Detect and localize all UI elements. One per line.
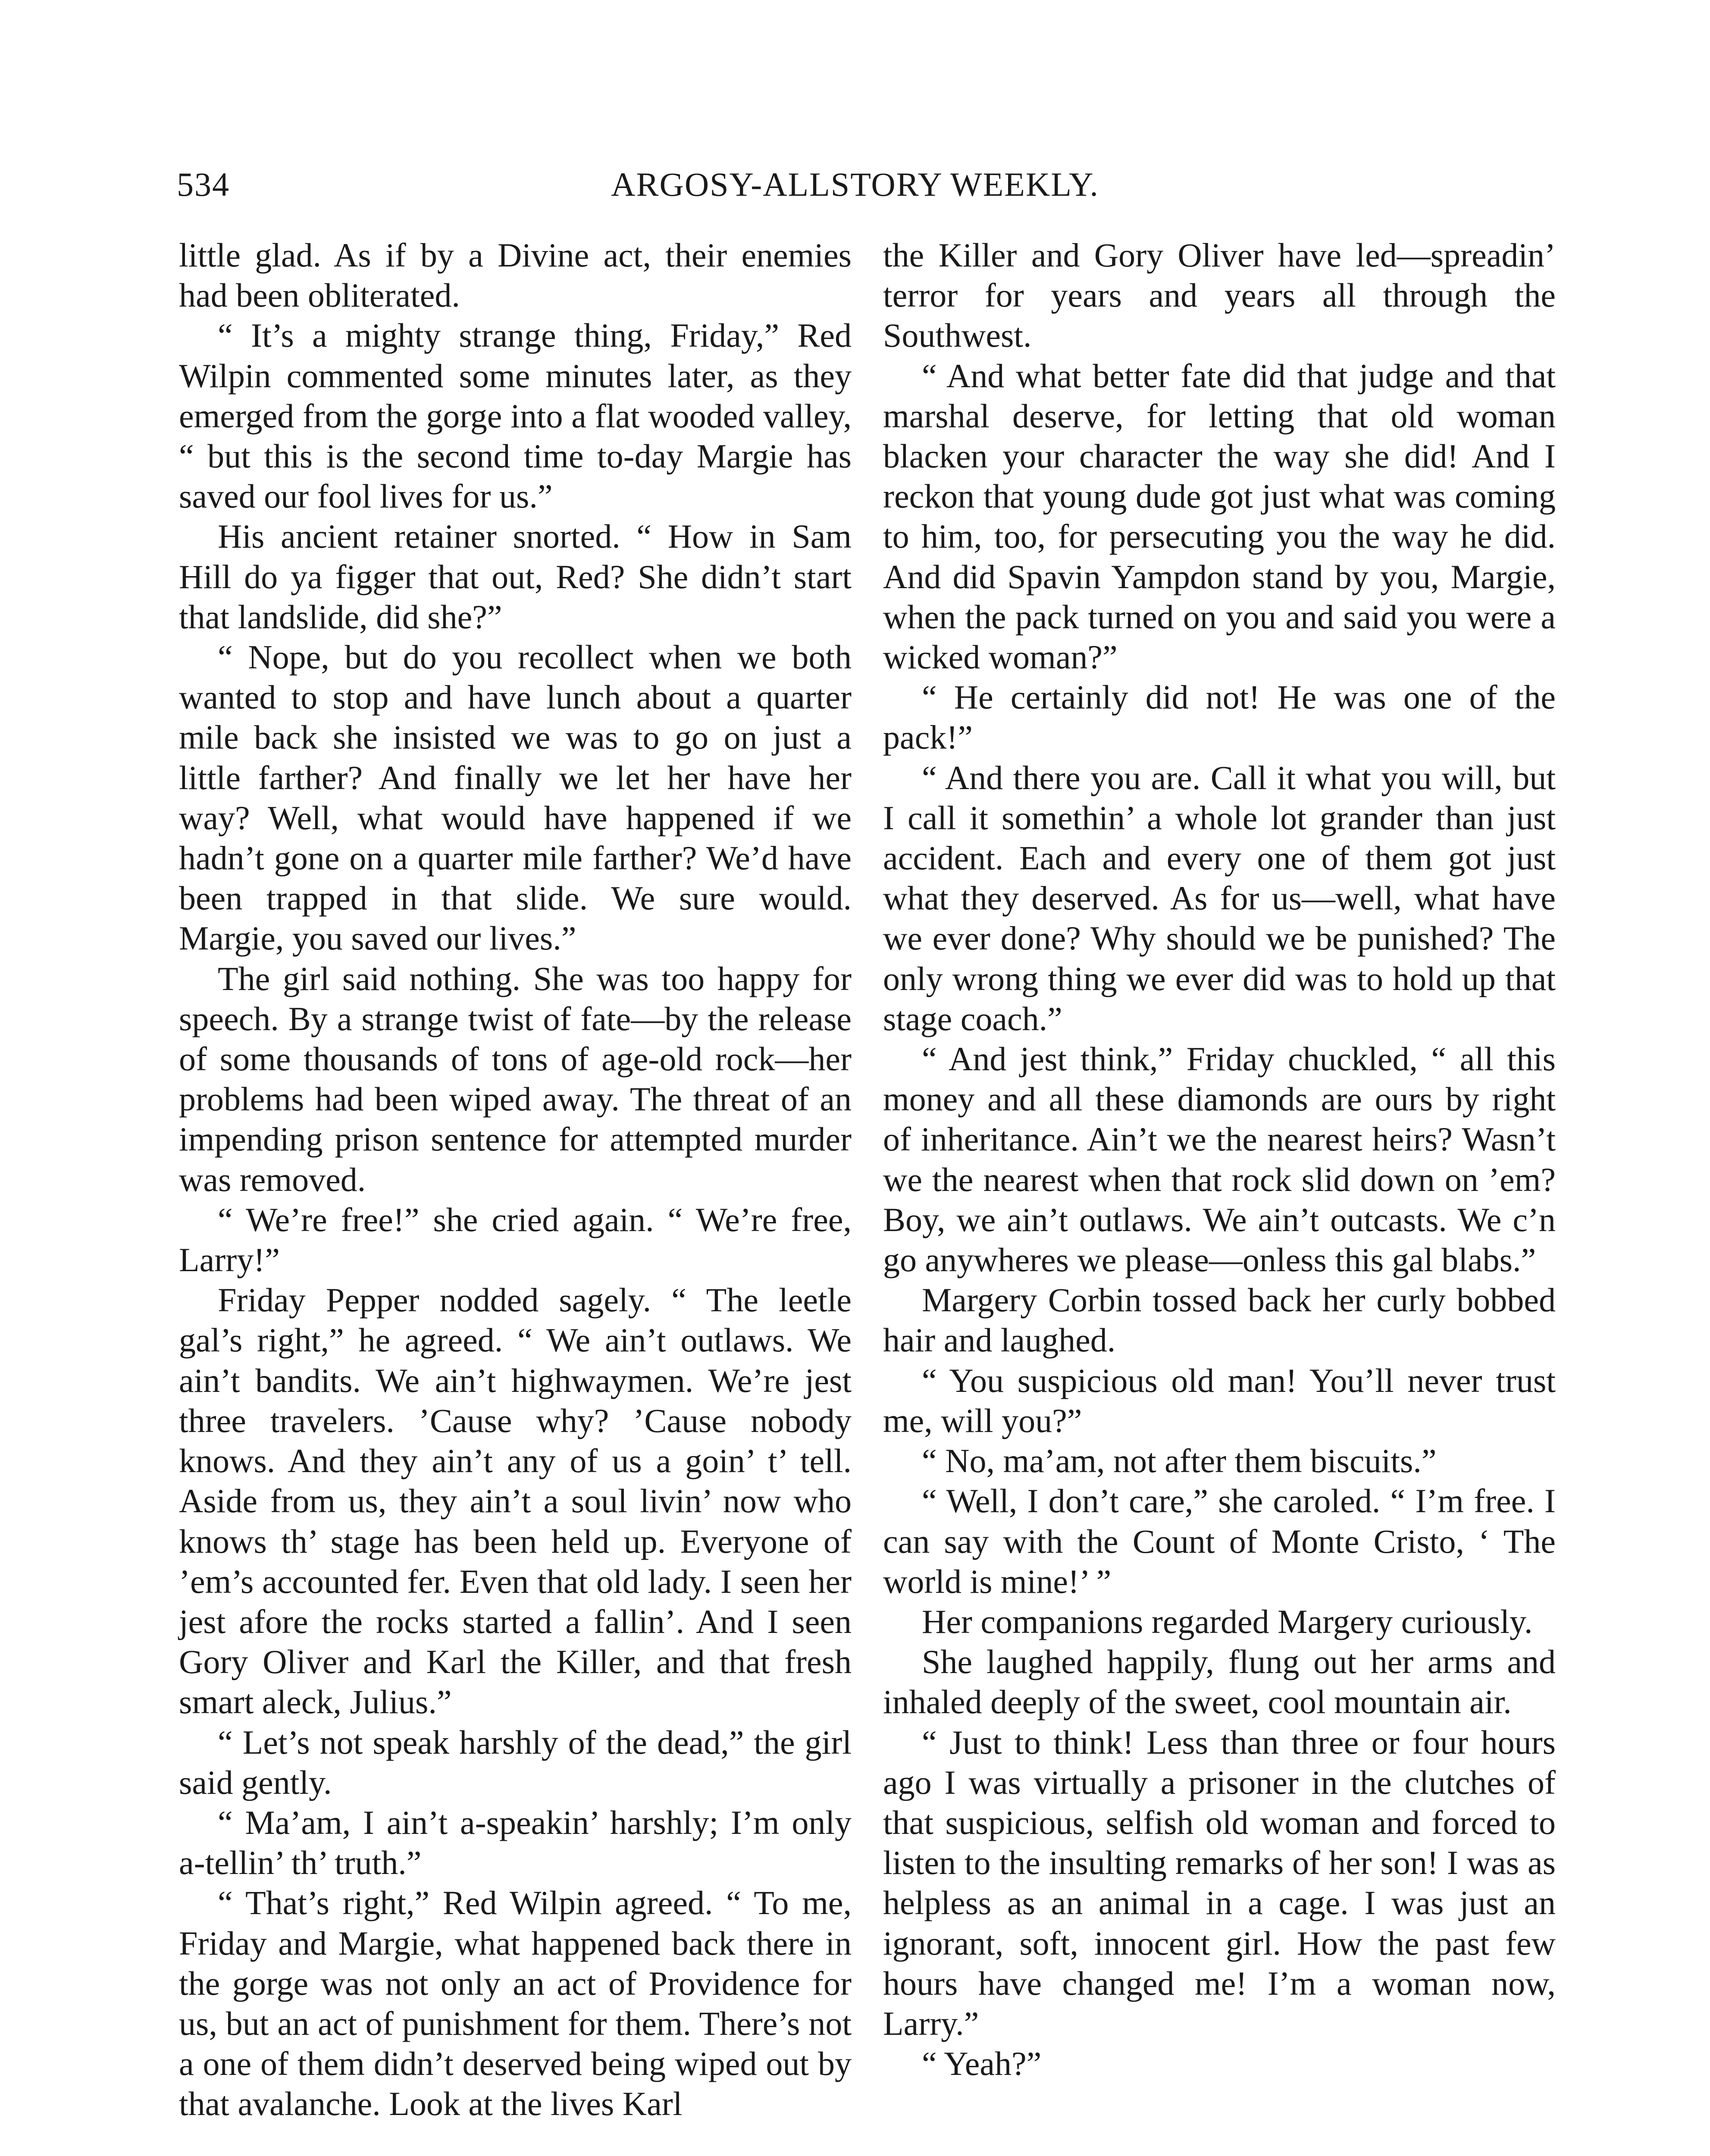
right-column: [883, 235, 1556, 2084]
paragraph: “ No, ma’am, not after them biscuits.”: [922, 1442, 1437, 1480]
paragraph: Her companions regarded Margery curiously.: [922, 1602, 1533, 1640]
paragraph: “ He certainly did not! He was one of the pack!”: [883, 678, 1556, 756]
paragraph: little glad. As if by a Divine act, their enemies had been obliterated.: [179, 236, 852, 314]
paragraph: His ancient retainer snorted. “ How in Sam Hill do ya figger that out, Red? She didn’t start that landslide, did she?”: [179, 517, 852, 636]
paragraph: Friday Pepper nodded sagely. “ The leetle gal’s right,” he agreed. “ We ain’t outlaws. We ain’t bandits. We ain’t highwaymen. We’re jest three travelers. ’Cause why? ’Cause nobody knows. And they ain’t any of us a goin’ t’ tell. Aside from us, they ain’t a soul livin’ now who knows th’ stage has been held up. Everyone of ’em’s accounted fer. Even that old lady. I seen her jest afore the rocks started a fallin’. And I seen Gory Oliver and Karl the Killer, and that fresh smart aleck, Julius.”: [179, 1281, 852, 1721]
running-head: ARGOSY-ALLSTORY WEEKLY.: [611, 166, 1099, 203]
paragraph: “ Let’s not speak harshly of the dead,” the girl said gently.: [179, 1723, 852, 1801]
paragraph: Margery Corbin tossed back her curly bobbed hair and laughed.: [883, 1281, 1556, 1359]
paragraph: the Killer and Gory Oliver have led—spreadin’ terror for years and years all through the Southwest.: [883, 236, 1556, 354]
paragraph: “ That’s right,” Red Wilpin agreed. “ To me, Friday and Margie, what happened back there in the gorge was not only an act of Providence for us, but an act of punishment for them. There’s not a one of them didn’t deserved being wiped out by that avalanche. Look at the lives Karl: [179, 1884, 852, 2123]
paragraph: She laughed happily, flung out her arms and inhaled deeply of the sweet, cool mountain air.: [883, 1643, 1556, 1721]
paragraph: “ Yeah?”: [922, 2045, 1042, 2083]
page-header: [0, 153, 1710, 209]
paragraph: “ We’re free!” she cried again. “ We’re free, Larry!”: [179, 1200, 852, 1279]
paragraph: “ You suspicious old man! You’ll never trust me, will you?”: [883, 1361, 1556, 1439]
paragraph: “ Well, I don’t care,” she caroled. “ I’m free. I can say with the Count of Monte Cristo, ‘ The world is mine!’ ”: [883, 1482, 1556, 1600]
paragraph: The girl said nothing. She was too happy for speech. By a strange twist of fate—by the release of some thousands of tons of age-old rock—her problems had been wiped away. The threat of an impending prison sentence for attempted murder was removed.: [179, 959, 852, 1198]
paragraph: “ And there you are. Call it what you will, but I call it somethin’ a whole lot grander than just accident. Each and every one of them got just what they deserved. As for us—well, what have we ever done? Why should we be punished? The only wrong thing we ever did was to hold up that stage coach.”: [883, 758, 1556, 1037]
left-column: [179, 235, 852, 2124]
paragraph: “ Nope, but do you recollect when we both wanted to stop and have lunch about a quarter mile back she insisted we was to go on just a little farther? And finally we let her have her way? Well, what would have happened if we hadn’t gone on a quarter mile farther? We’d have been trapped in that slide. We sure would. Margie, you saved our lives.”: [179, 638, 852, 957]
paragraph: “ It’s a mighty strange thing, Friday,” Red Wilpin commented some minutes later, as they emerged from the gorge into a flat wooded valley, “ but this is the second time to-day Margie has saved our fool lives for us.”: [179, 317, 852, 515]
paragraph: “ And jest think,” Friday chuckled, “ all this money and all these diamonds are ours by right of inheritance. Ain’t we the nearest heirs? Wasn’t we the nearest when that rock slid down on ’em? Boy, we ain’t outlaws. We ain’t outcasts. We c’n go anywheres we please—onless this gal blabs.”: [883, 1040, 1556, 1279]
paragraph: “ Just to think! Less than three or four hours ago I was virtually a prisoner in the clutches of that suspicious, selfish old woman and forced to listen to the insulting remarks of her son! I was as helpless as an animal in a cage. I was just an ignorant, soft, innocent girl. How the past few hours have changed me! I’m a woman now, Larry.”: [883, 1723, 1556, 2042]
page-number: 534: [177, 166, 230, 203]
paragraph: “ Ma’am, I ain’t a-speakin’ harshly; I’m only a-tellin’ th’ truth.”: [179, 1803, 852, 1882]
paragraph: “ And what better fate did that judge and that marshal deserve, for letting that old woman blacken your character the way she did! And I reckon that young dude got just what was coming to him, too, for persecuting you the way he did. And did Spavin Yampdon stand by you, Margie, when the pack turned on you and said you were a wicked woman?”: [883, 357, 1556, 676]
